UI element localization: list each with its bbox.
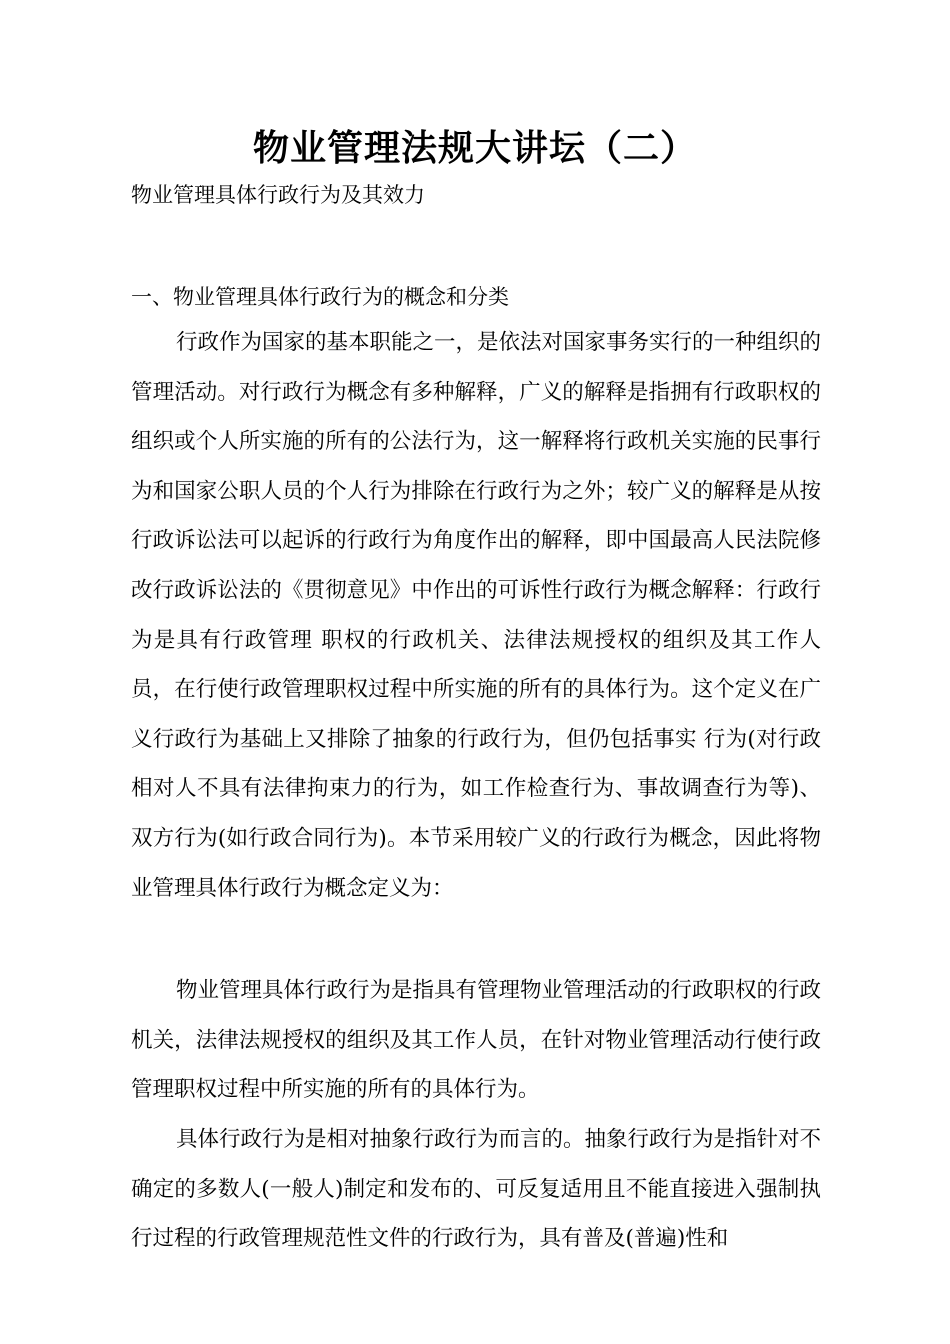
paragraph: 物业管理具体行政行为是指具有管理物业管理活动的行政职权的行政机关，法律法规授权的组织及其工作人员，在针对物业管理活动行使行政管理职权过程中所实施的所有的具体行为。 [131,978,822,1103]
document-title: 物业管理法规大讲坛（二） [252,127,697,169]
paragraph: 具体行政行为是相对抽象行政行为而言的。抽象行政行为是指针对不确定的多数人(一般人)制定和发布的、可反复适用且不能直接进入强制执行过程的行政管理规范性文件的行政行为，具有普及(普遍)性和 [131,1127,822,1252]
section-heading: 一、物业管理具体行政行为的概念和分类 [131,285,509,309]
paragraph: 行政作为国家的基本职能之一，是依法对国家事务实行的一种组织的管理活动。对行政行为概念有多种解释，广义的解释是指拥有行政职权的组织或个人所实施的所有的公法行为，这一解释将行政机关实施的民事行为和国家公职人员的个人行为排除在行政行为之外；较广义的解释是从按行政诉讼法可以起诉的行政行为角度作出的解释，即中国最高人民法院修改行政诉讼法的《贯彻意见》中作出的可诉性行政行为概念解释：行政行为是具有行政管理 职权的行政机关、法律法规授权的组织及其工作人员，在行使行政管理职权过程中所实施的所有的具体行为。这个定义在广义行政行为基础上又排除了抽象的行政行为，但仍包括事实 行为(对行政相对人不具有法律拘束力的行为，如工作检查行为、事故调查行为等)、双方行为(如行政合同行为)。本节采用较广义的行政行为概念，因此将物业管理具体行政行为概念定义为： [131,330,822,901]
document-subtitle: 物业管理具体行政行为及其效力 [131,183,425,207]
